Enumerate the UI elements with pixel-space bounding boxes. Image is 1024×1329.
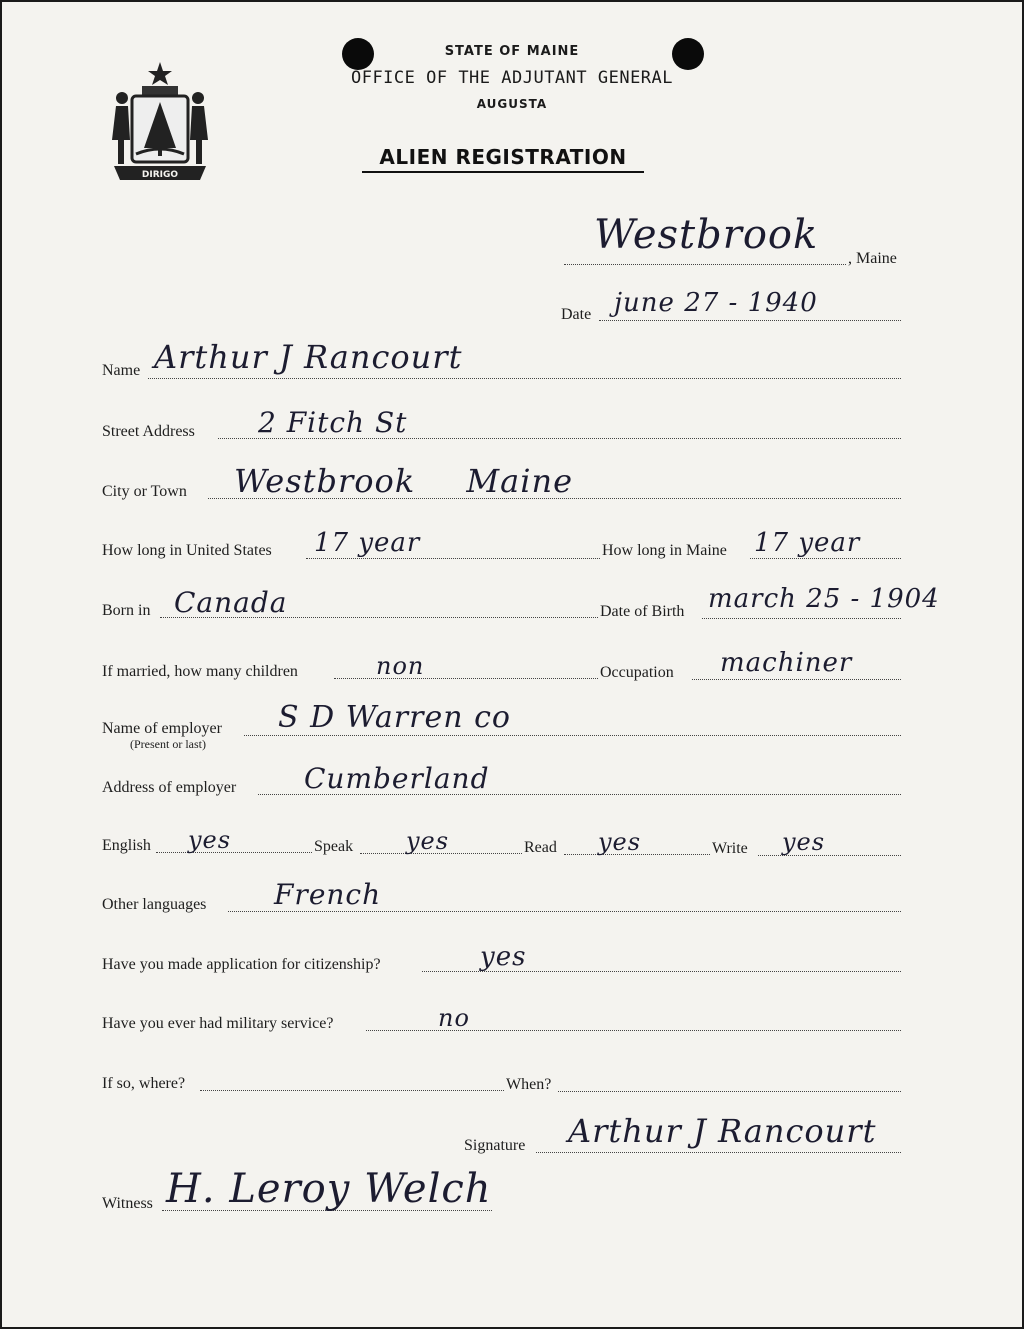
born-in-label: Born in <box>102 602 151 619</box>
name-value: Arthur J Rancourt <box>154 338 463 376</box>
military-label: Have you ever had military service? <box>102 1015 334 1032</box>
english-label: English <box>102 837 151 854</box>
header-state: STATE OF MAINE <box>444 44 580 59</box>
header-office: OFFICE OF THE ADJUTANT GENERAL <box>350 68 674 88</box>
speak-value: yes <box>406 827 450 855</box>
write-line <box>758 855 901 856</box>
signature-line <box>536 1152 901 1153</box>
date-value: june 27 - 1940 <box>614 288 818 318</box>
employer-label: Name of employer <box>102 720 222 737</box>
how-long-maine-value: 17 year <box>754 528 861 558</box>
other-languages-line <box>228 911 901 912</box>
occupation-line <box>692 679 901 680</box>
where-line <box>200 1090 504 1091</box>
write-label: Write <box>712 840 748 857</box>
english-line <box>156 852 312 853</box>
when-label: When? <box>506 1076 552 1093</box>
born-in-value: Canada <box>174 586 288 619</box>
other-languages-value: French <box>274 878 382 911</box>
signature-label: Signature <box>464 1137 526 1154</box>
form-title: ALIEN REGISTRATION <box>362 145 644 173</box>
name-label: Name <box>102 362 141 379</box>
dob-value: march 25 - 1904 <box>708 584 940 614</box>
date-line <box>599 320 901 321</box>
registration-form-sheet <box>2 2 1022 1327</box>
city-value: Westbrook Maine <box>234 462 573 500</box>
witness-label: Witness <box>102 1195 153 1212</box>
witness-value: H. Leroy Welch <box>166 1166 492 1212</box>
occupation-label: Occupation <box>600 664 674 681</box>
signature-value: Arthur J Rancourt <box>568 1112 877 1150</box>
header-city: AUGUSTA <box>476 97 548 111</box>
maine-state-seal-icon <box>106 60 214 184</box>
seal-motto: DIRIGO <box>141 170 179 180</box>
name-line <box>148 378 901 379</box>
children-line <box>334 678 598 679</box>
how-long-us-line <box>306 558 600 559</box>
employer-value: S D Warren co <box>278 700 511 735</box>
children-value: non <box>376 652 425 680</box>
town-line <box>564 264 846 265</box>
english-value: yes <box>188 826 232 854</box>
write-value: yes <box>782 828 826 856</box>
date-label: Date <box>561 306 592 323</box>
military-value: no <box>438 1004 470 1032</box>
how-long-us-value: 17 year <box>314 528 421 558</box>
read-label: Read <box>524 839 557 856</box>
street-label: Street Address <box>102 423 195 440</box>
dob-label: Date of Birth <box>600 603 685 620</box>
employer-line <box>244 735 901 736</box>
employer-sublabel: (Present or last) <box>130 737 206 751</box>
city-label: City or Town <box>102 483 187 500</box>
when-line <box>558 1091 901 1092</box>
how-long-maine-line <box>750 558 901 559</box>
where-label: If so, where? <box>102 1075 186 1092</box>
occupation-value: machiner <box>720 648 853 678</box>
employer-address-label: Address of employer <box>102 779 237 796</box>
citizenship-value: yes <box>480 942 527 972</box>
speak-label: Speak <box>314 838 354 855</box>
street-value: 2 Fitch St <box>258 406 408 439</box>
town-suffix-label: , Maine <box>848 250 897 267</box>
citizenship-label: Have you made application for citizenship? <box>102 956 381 973</box>
town-value: Westbrook <box>594 212 819 258</box>
how-long-us-label: How long in United States <box>102 542 272 559</box>
other-languages-label: Other languages <box>102 896 207 913</box>
dob-line <box>702 618 901 619</box>
read-value: yes <box>598 828 642 856</box>
children-label: If married, how many children <box>102 663 298 680</box>
how-long-maine-label: How long in Maine <box>602 542 727 559</box>
employer-address-value: Cumberland <box>304 762 490 795</box>
